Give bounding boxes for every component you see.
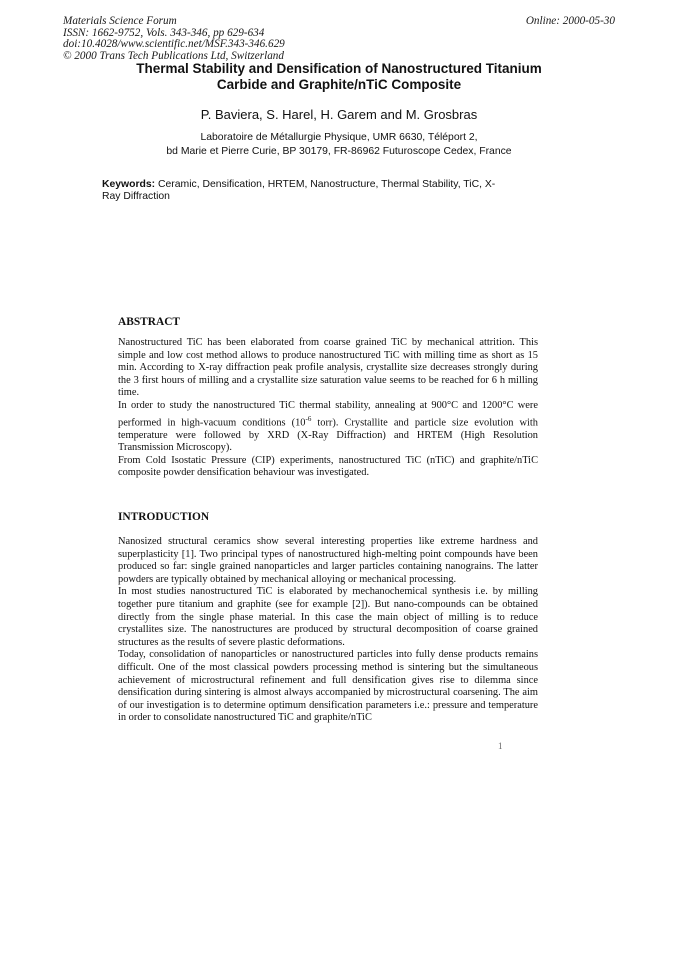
affiliation — [60, 131, 618, 159]
journal-name: Materials Science Forum — [63, 15, 177, 27]
abstract-paragraph-2-start: In order to study the nanostructured TiC thermal stability, annealing at 900°C and 1200°C were performed in high-vacuum conditions (10 — [118, 399, 538, 429]
abstract-heading: ABSTRACT — [118, 316, 181, 328]
paper-title — [60, 61, 618, 93]
keywords-text: Ceramic, Densification, HRTEM, Nanostructure, Thermal Stability, TiC, X-Ray Diffraction — [102, 179, 496, 202]
journal-header — [63, 16, 285, 62]
introduction-body — [118, 536, 538, 725]
paper-title-line-1: Thermal Stability and Densification of Nanostructured Titanium — [136, 61, 542, 76]
journal-copyright: © 2000 Trans Tech Publications Ltd, Switzerland — [63, 49, 284, 62]
paper-title-line-2: Carbide and Graphite/nTiC Composite — [216, 77, 462, 92]
keywords — [102, 179, 502, 203]
introduction-paragraph-1: Nanosized structural ceramics show several interesting properties like extreme hardness and superplasticity [1]. Two principal types of nanostructured high-melting point compounds have been produced so far: single grained nanoparticles and larger particles containing nanograins. The latter powders are typically obtained by mechanical alloying or mechanical processing. — [118, 536, 538, 585]
author-list: P. Baviera, S. Harel, H. Garem and M. Grosbras — [200, 107, 478, 122]
abstract-paragraph-1: Nanostructured TiC has been elaborated from coarse grained TiC by mechanical attrition. This simple and low cost method allows to produce nanostructured TiC with milling time as short as 15 min. According to X-ray diffraction peak profile analysis, crystallite size decreases strongly during the 3 first hours of milling and a crystallite size saturation value seems to be reached for 6 h milling time. — [118, 337, 538, 399]
introduction-paragraph-2: In most studies nanostructured TiC is elaborated by mechanochemical synthesis i.e. by milling together pure titanium and graphite (see for example [2]). But nano-compounds can be obtained directly from the single phase material. In this case the main object of milling is to reduce crystallites size. The nanostructures are produced by structural decomposition of coarse grained structures as the results of severe plastic deformations. — [118, 586, 538, 648]
keywords-label: Keywords: — [102, 179, 156, 190]
abstract-paragraph-3: From Cold Isostatic Pressure (CIP) experiments, nanostructured TiC (nTiC) and graphite/nTiC composite powder densification behaviour was investigated. — [118, 454, 538, 479]
introduction-heading: INTRODUCTION — [118, 511, 210, 523]
abstract-paragraph-2 — [118, 400, 538, 455]
online-date: Online: 2000-05-30 — [525, 15, 615, 27]
abstract-body — [118, 337, 538, 480]
affiliation-line-2: bd Marie et Pierre Curie, BP 30179, FR-86962 Futuroscope Cedex, France — [166, 146, 512, 157]
journal-issn: ISSN: 1662-9752, Vols. 343-346, pp 629-634 — [63, 26, 265, 39]
abstract-paragraph-2-end: torr). Crystallite and particle size evolution with temperature were followed by XRD (X-Ray Diffraction) and HRTEM (High Resolution Transmission Microscopy). — [118, 417, 539, 454]
pressure-exponent: -6 — [305, 414, 312, 423]
page-mark: 1 — [498, 741, 503, 751]
affiliation-line-1: Laboratoire de Métallurgie Physique, UMR 6630, Téléport 2, — [200, 132, 478, 143]
journal-doi[interactable]: doi:10.4028/www.scientific.net/MSF.343-346.629 — [63, 38, 285, 50]
introduction-paragraph-3: Today, consolidation of nanoparticles or nanostructured particles into fully dense products remains difficult. One of the most classical powders processing method is sintering but the simultaneous achievement of microstructural refinement and full densification gives rise to dilemma since densification during sintering is almost always accompanied by microstructural coarsening. The aim of our investigation is to determine optimum densification parameters i.e.: pressure and temperature in order to consolidate nanostructured TiC and graphite/nTiC — [118, 649, 538, 724]
